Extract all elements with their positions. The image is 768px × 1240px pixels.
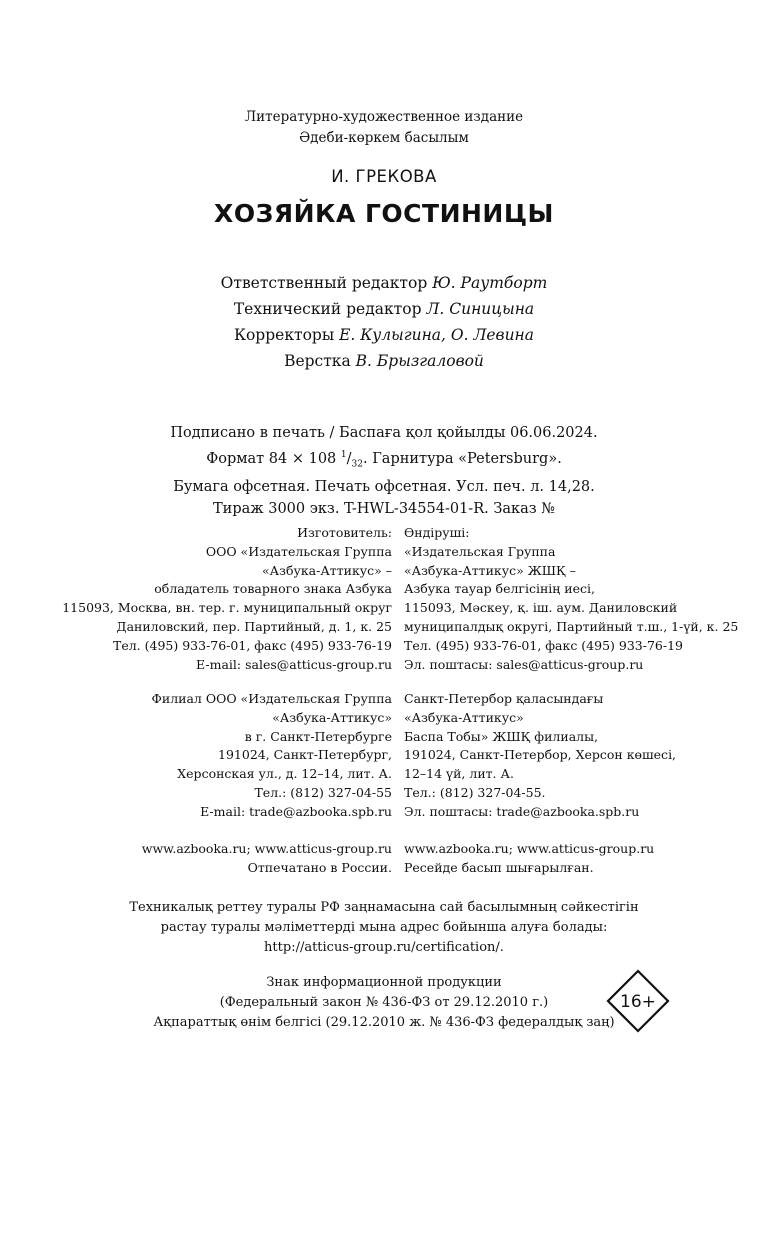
tech-regulation-line: http://atticus-group.ru/certification/.	[264, 940, 504, 955]
book-title: ХОЗЯЙКА ГОСТИНИЦЫ	[214, 199, 554, 228]
credit-role: Корректоры	[233, 326, 335, 344]
genre-block	[0, 107, 768, 149]
web-ru	[142, 840, 392, 878]
manufacturer-ru-line: ООО «Издательская Группа	[205, 543, 392, 559]
manufacturer-kk-line: Өндіруші:	[404, 525, 470, 540]
credit-line	[0, 348, 768, 374]
manufacturer-ru-line: Изготовитель:	[297, 525, 392, 540]
credit-name: Е. Кулыгина, О. Левина	[339, 326, 535, 344]
branch-kk-line: 191024, Санкт-Петербор, Херсон көшесі,	[404, 747, 677, 763]
branch-ru-line: E-mail: trade@azbooka.spb.ru	[200, 803, 392, 819]
format-prefix: Формат 84 × 108	[206, 450, 337, 467]
branch-ru-line: Херсонская ул., д. 12–14, лит. А.	[177, 766, 392, 782]
run-line: Тираж 3000 экз. T-HWL-34554-01-R. Заказ №	[213, 500, 555, 517]
branch-ru-line: 191024, Санкт-Петербург,	[218, 747, 392, 763]
branch-ru-line: Тел.: (812) 327-04-55	[254, 784, 392, 800]
manufacturer-ru	[62, 524, 392, 674]
branch-ru	[151, 690, 392, 822]
genre-ru: Литературно-художественное издание	[244, 109, 524, 125]
manufacturer-kk-line: Азбука тауар белгісінің иесі,	[404, 581, 595, 597]
tech-regulation-block	[0, 898, 768, 958]
manufacturer-kk-line: Эл. поштасы: sales@atticus-group.ru	[404, 656, 644, 672]
credit-role: Технический редактор	[233, 300, 422, 318]
manufacturer-kk-line: Тел. (495) 933-76-01, факс (495) 933-76-19	[404, 637, 683, 653]
manufacturer-kk-line: «Азбука-Аттикус» ЖШҚ –	[404, 562, 576, 578]
branch-kk	[404, 690, 676, 822]
branch-ru-line: Филиал ООО «Издательская Группа	[151, 691, 392, 706]
manufacturer-ru-line: E-mail: sales@atticus-group.ru	[196, 656, 392, 672]
credit-role: Верстка	[284, 352, 351, 370]
manufacturer-kk-line: муниципалдық округі, Партийный т.ш., 1-үй, к. 25	[404, 618, 739, 634]
credit-line	[0, 322, 768, 348]
branch-kk-line: Эл. поштасы: trade@azbooka.spb.ru	[404, 803, 640, 819]
web-ru-line: Отпечатано в России.	[247, 859, 392, 875]
branch-kk-line: «Азбука-Аттикус»	[404, 709, 524, 725]
manufacturer-kk-line: «Издательская Группа	[404, 543, 556, 559]
info-sign-line: Знак информационной продукции	[266, 975, 502, 990]
branch-kk-line: 12–14 үй, лит. А.	[404, 766, 514, 782]
credit-name: Ю. Раутборт	[432, 274, 548, 292]
branch-ru-line: «Азбука-Аттикус»	[272, 709, 392, 725]
manufacturer-ru-line: 115093, Москва, вн. тер. г. муниципальный округ	[62, 600, 392, 616]
credits-block	[0, 270, 768, 374]
manufacturer-ru-line: Тел. (495) 933-76-01, факс (495) 933-76-19	[113, 637, 392, 653]
signed-line: Подписано в печать / Баспаға қол қойылды 06.06.2024.	[170, 425, 598, 441]
format-suffix: . Гарнитура «Petersburg».	[362, 450, 562, 467]
branch-kk-line: Тел.: (812) 327-04-55.	[404, 784, 546, 800]
age-rating-badge	[606, 969, 670, 1033]
info-sign-line: (Федеральный закон № 436-ФЗ от 29.12.2010 г.)	[219, 995, 549, 1010]
credit-line	[0, 270, 768, 296]
manufacturer-ru-line: Даниловский, пер. Партийный, д. 1, к. 25	[116, 618, 392, 634]
genre-kk: Әдеби-көркем басылым	[299, 130, 469, 146]
credit-name: В. Брызгаловой	[355, 352, 484, 370]
format-denominator: 32	[351, 459, 363, 470]
format-line: Формат 84 × 108 $^1/_{32}$. Гарнитура «Petersburg».	[206, 450, 562, 470]
tech-regulation-line: растау туралы мәліметтерді мына адрес бойынша алуға болады:	[160, 920, 608, 935]
manufacturer-ru-line: обладатель товарного знака Азбука	[154, 581, 392, 597]
age-rating-text: 16+	[620, 992, 656, 1012]
paper-line: Бумага офсетная. Печать офсетная. Усл. печ. л. 14,28.	[173, 478, 595, 495]
manufacturer-kk	[404, 524, 738, 674]
branch-kk-line: Баспа Тобы» ЖШҚ филиалы,	[404, 728, 599, 744]
manufacturer-ru-line: «Азбука-Аттикус» –	[262, 562, 392, 578]
manufacturer-kk-line: 115093, Мәскеу, қ. іш. аум. Даниловский	[404, 600, 678, 616]
info-sign-line: Ақпараттық өнім белгісі (29.12.2010 ж. № 436-ФЗ федералдық заң)	[153, 1015, 615, 1030]
credit-role: Ответственный редактор	[220, 274, 428, 292]
web-kk	[404, 840, 654, 878]
branch-ru-line: в г. Санкт-Петербурге	[244, 728, 392, 744]
print-info-block	[0, 422, 768, 520]
web-ru-line: www.azbooka.ru; www.atticus-group.ru	[141, 841, 392, 856]
credit-name: Л. Синицына	[426, 300, 535, 318]
branch-kk-line: Санкт-Петербор қаласындағы	[404, 691, 604, 706]
tech-regulation-line: Техникалық реттеу туралы РФ заңнамасына сай басылымның сәйкестігін	[129, 900, 639, 915]
web-kk-line: Ресейде басып шығарылған.	[404, 859, 594, 875]
format-numerator: 1	[340, 450, 347, 460]
author-name: И. ГРЕКОВА	[331, 167, 437, 186]
web-kk-line: www.azbooka.ru; www.atticus-group.ru	[404, 841, 655, 856]
credit-line	[0, 296, 768, 322]
